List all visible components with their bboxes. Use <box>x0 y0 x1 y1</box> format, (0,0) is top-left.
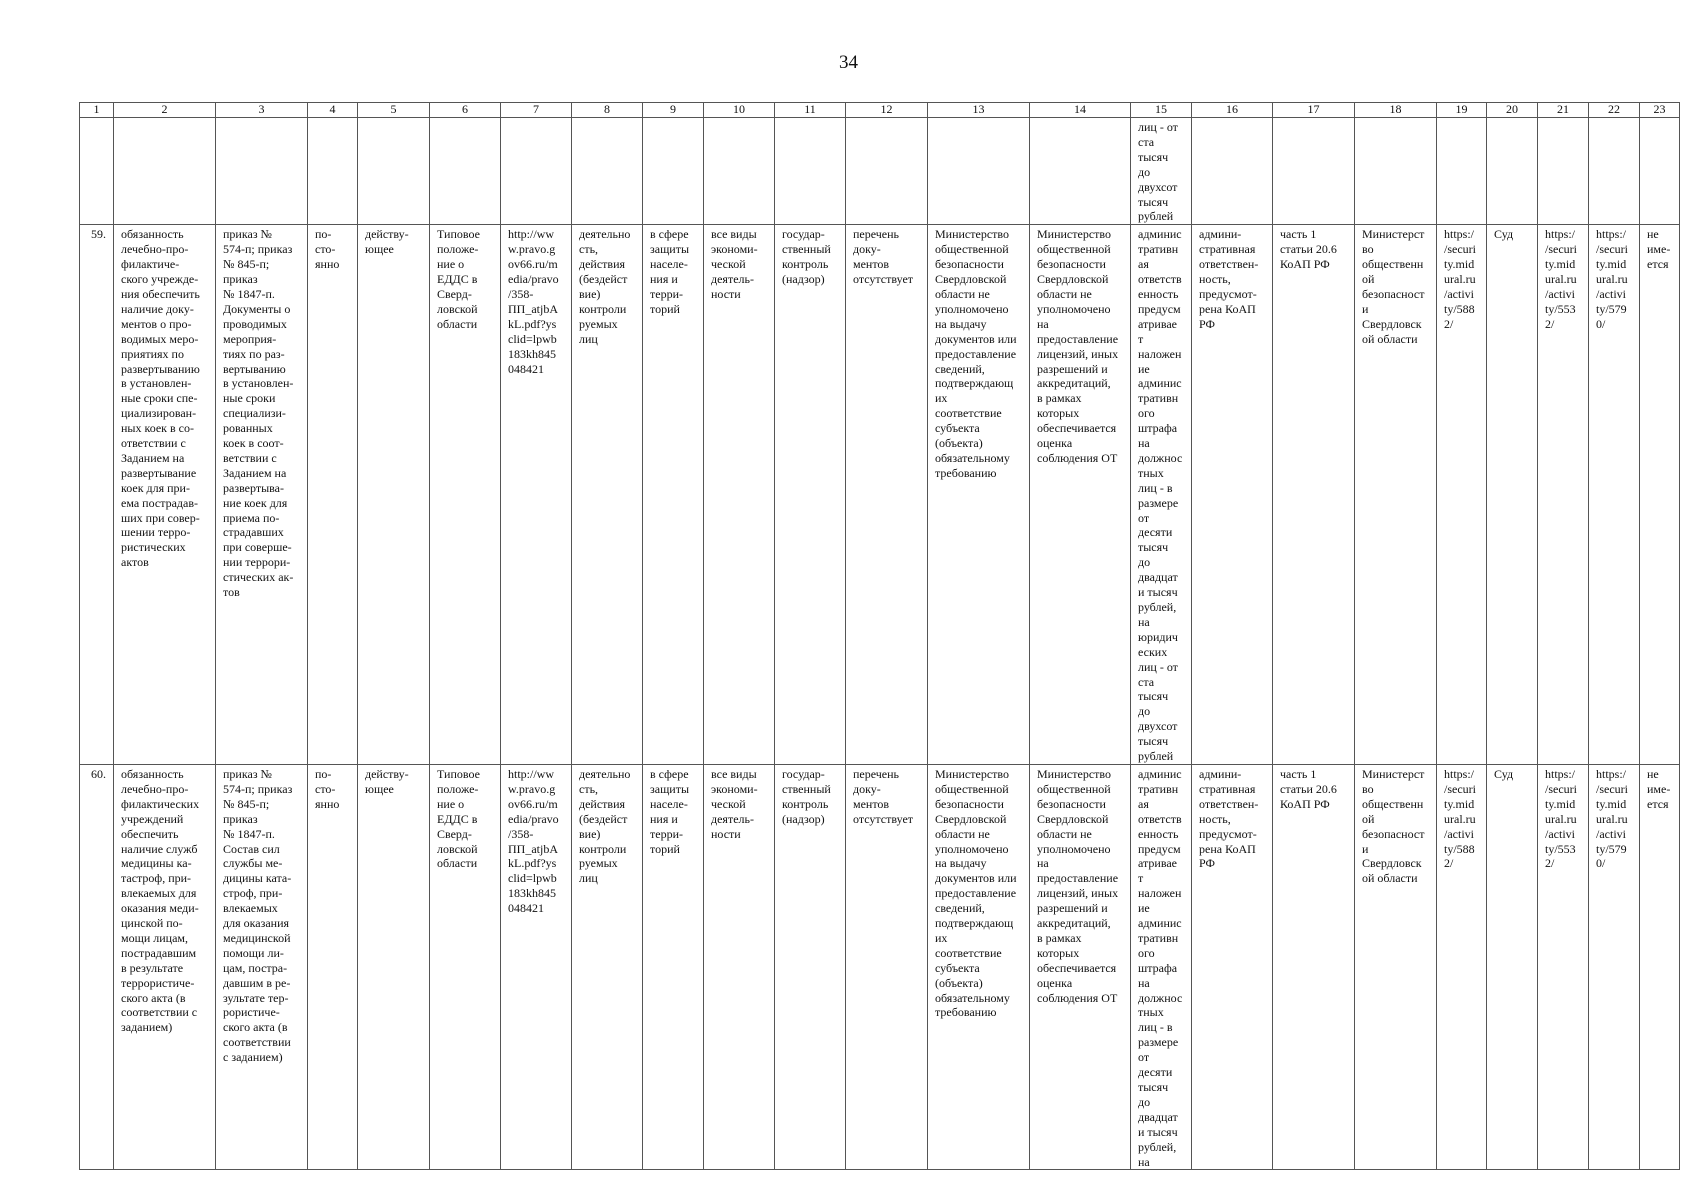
column-header: 9 <box>643 103 704 118</box>
column-header: 7 <box>501 103 572 118</box>
regulation-cell: Типовое положе- ние о ЕДДС в Сверд- ловской области <box>430 764 501 1169</box>
table-row <box>80 225 1680 765</box>
link-cell: https:/ /securi ty.mid ural.ru /activi ty/579 0/ <box>1589 764 1640 1169</box>
confirmation-cell: Министерство общественной безопасности Свердловской области не уполномочено на выдачу документов или предоставление сведений, подтверждающ их соответствие субъекта (объекта) обязательному требованию <box>928 225 1030 765</box>
penalty-cell: админис тративн ая ответств енность предусм атривае т наложен ие админис тративн ого штрафа на должнос тных лиц - в размере от десяти тысяч до двадцат и тысяч рублей, на <box>1131 764 1192 1169</box>
column-header: 21 <box>1538 103 1589 118</box>
link-cell: https:/ /securi ty.mid ural.ru /activi ty/579 0/ <box>1589 225 1640 765</box>
column-header: 18 <box>1355 103 1437 118</box>
court-cell: Суд <box>1487 764 1538 1169</box>
column-header: 14 <box>1030 103 1131 118</box>
liability-type-cell: админи- стративная ответствен- ность, предусмот- рена КоАП РФ <box>1192 764 1273 1169</box>
authority-cell: Министерст во общественн ой безопасност и Свердловск ой области <box>1355 764 1437 1169</box>
period-cell: по- сто- янно <box>308 764 358 1169</box>
column-header: 3 <box>216 103 308 118</box>
register-table <box>79 102 1680 1170</box>
requirement-cell: обязанность лечебно-про- филактиче- ского учрежде- ния обеспечить наличие доку- ментов о про- водимых меро- приятиях по развертыванию в установлен- ные сроки спе- циализирован- ных коек в со- ответствии с Заданием на развертывание коек для при- ема пострадав- ших при совер- шении терро- ристических актов <box>114 225 216 765</box>
continuation-row <box>80 118 1680 225</box>
licensing-cell: Министерство общественной безопасности Свердловской области не уполномочено на предоставление лицензий, иных разрешений и аккредитаций, в рамках которых обеспечивается оценка соблюдения ОТ <box>1030 225 1131 765</box>
column-header: 13 <box>928 103 1030 118</box>
sphere-cell: в сфере защиты населе- ния и терри- торий <box>643 225 704 765</box>
link-cell: https:/ /securi ty.mid ural.ru /activi ty/553 2/ <box>1538 764 1589 1169</box>
column-header: 17 <box>1273 103 1355 118</box>
column-header: 19 <box>1437 103 1487 118</box>
period-cell: по- сто- янно <box>308 225 358 765</box>
activity-cell: все виды экономи- ческой деятель- ности <box>704 764 775 1169</box>
documents-cell: перечень доку- ментов отсутствует <box>846 225 928 765</box>
article-cell: часть 1 статьи 20.6 КоАП РФ <box>1273 225 1355 765</box>
column-header: 2 <box>114 103 216 118</box>
column-header: 20 <box>1487 103 1538 118</box>
documents-cell: перечень доку- ментов отсутствует <box>846 764 928 1169</box>
link-cell: https:/ /securi ty.mid ural.ru /activi ty/553 2/ <box>1538 225 1589 765</box>
link-cell: https:/ /securi ty.mid ural.ru /activi ty/588 2/ <box>1437 225 1487 765</box>
court-cell: Суд <box>1487 225 1538 765</box>
column-header: 11 <box>775 103 846 118</box>
link-cell: https:/ /securi ty.mid ural.ru /activi ty/588 2/ <box>1437 764 1487 1169</box>
penalty-cell: админис тративн ая ответств енность предусм атривае т наложен ие админис тративн ого штрафа на должнос тных лиц - в размере от десяти тысяч до двадцат и тысяч рублей, на юридич еских лиц - от ста тысяч до двухсот тысяч рублей <box>1131 225 1192 765</box>
link-cell: http://ww w.pravo.g ov66.ru/m edia/pravo /358- ПП_atjbA kL.pdf?ys clid=lpwb 183kh845 048421 <box>501 764 572 1169</box>
confirmation-cell: Министерство общественной безопасности Свердловской области не уполномочено на выдачу документов или предоставление сведений, подтверждающ их соответствие субъекта (объекта) обязательному требованию <box>928 764 1030 1169</box>
column-header: 8 <box>572 103 643 118</box>
status-cell: действу- ющее <box>358 764 430 1169</box>
header-row <box>80 103 1680 118</box>
requirement-cell: обязанность лечебно-про- филактических учреждений обеспечить наличие служб медицины ка- тастроф, при- влекаемых для оказания меди- цинской по- мощи лицам, пострадавшим в результате террористиче- ского акта (в соответствии с заданием) <box>114 764 216 1169</box>
legal-act-cell: приказ № 574-п; приказ № 845-п; приказ № 1847-п. Документы о проводимых мероприя- тиях по раз- вертыванию в установлен- ные сроки специализи- рованных коек в соот- ветствии с Заданием на развертыва- ние коек для приема по- страдавших при соверше- нии террори- стических ак- тов <box>216 225 308 765</box>
page-number: 34 <box>839 52 858 73</box>
object-cell: деятельно сть, действия (бездейст вие) контроли руемых лиц <box>572 225 643 765</box>
column-header: 6 <box>430 103 501 118</box>
column-header: 5 <box>358 103 430 118</box>
column-header: 16 <box>1192 103 1273 118</box>
liability-type-cell: админи- стративная ответствен- ность, предусмот- рена КоАП РФ <box>1192 225 1273 765</box>
object-cell: деятельно сть, действия (бездейст вие) контроли руемых лиц <box>572 764 643 1169</box>
column-header: 4 <box>308 103 358 118</box>
column-header: 22 <box>1589 103 1640 118</box>
note-cell: не име- ется <box>1640 225 1680 765</box>
status-cell: действу- ющее <box>358 225 430 765</box>
activity-cell: все виды экономи- ческой деятель- ности <box>704 225 775 765</box>
regulation-cell: Типовое положе- ние о ЕДДС в Сверд- ловской области <box>430 225 501 765</box>
column-header: 10 <box>704 103 775 118</box>
note-cell: не име- ется <box>1640 764 1680 1169</box>
control-type-cell: государ- ственный контроль (надзор) <box>775 764 846 1169</box>
control-type-cell: государ- ственный контроль (надзор) <box>775 225 846 765</box>
row-number: 60. <box>80 764 114 1169</box>
column-header: 15 <box>1131 103 1192 118</box>
table-row <box>80 764 1680 1169</box>
article-cell: часть 1 статьи 20.6 КоАП РФ <box>1273 764 1355 1169</box>
penalty-cell: лиц - от ста тысяч до двухсот тысяч рублей <box>1131 118 1192 225</box>
column-header: 23 <box>1640 103 1680 118</box>
row-number: 59. <box>80 225 114 765</box>
legal-act-cell: приказ № 574-п; приказ № 845-п; приказ № 1847-п. Состав сил службы ме- дицины ката- строф, при- влекаемых для оказания медицинской помощи ли- цам, постра- давшим в ре- зультате тер- рористиче- ского акта (в соответствии с заданием) <box>216 764 308 1169</box>
column-header: 1 <box>80 103 114 118</box>
link-cell: http://ww w.pravo.g ov66.ru/m edia/pravo /358- ПП_atjbA kL.pdf?ys clid=lpwb 183kh845 048421 <box>501 225 572 765</box>
authority-cell: Министерст во общественн ой безопасност и Свердловск ой области <box>1355 225 1437 765</box>
sphere-cell: в сфере защиты населе- ния и терри- торий <box>643 764 704 1169</box>
column-header: 12 <box>846 103 928 118</box>
licensing-cell: Министерство общественной безопасности Свердловской области не уполномочено на предоставление лицензий, иных разрешений и аккредитаций, в рамках которых обеспечивается оценка соблюдения ОТ <box>1030 764 1131 1169</box>
